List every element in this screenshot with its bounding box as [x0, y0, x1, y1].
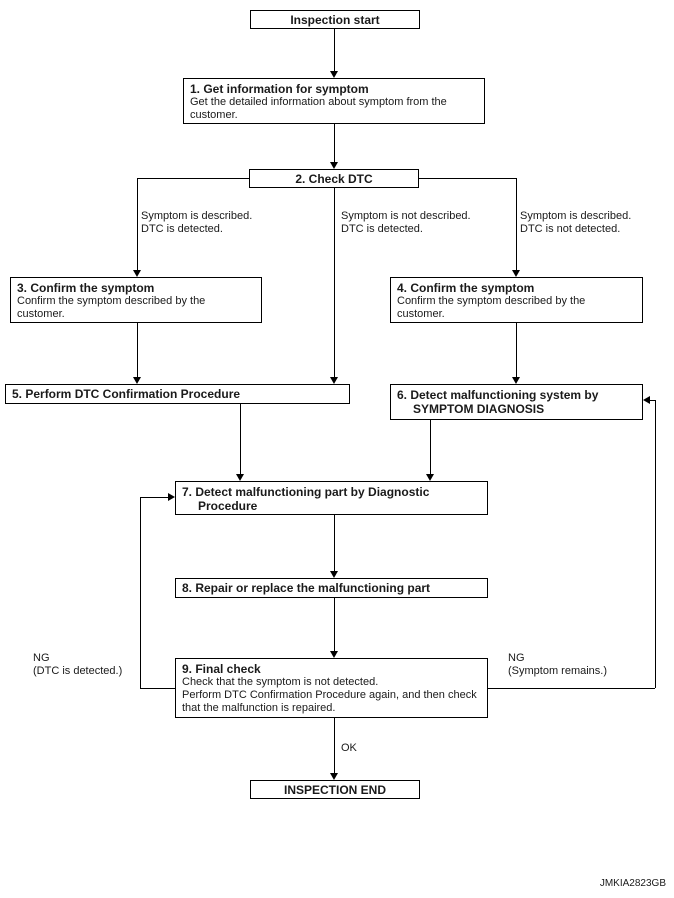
step9-body-line2: Perform DTC Confirmation Procedure again, and then check that the malfunction is repaired. [182, 689, 477, 714]
arrowhead-into-step4 [512, 270, 520, 277]
step3-body: Confirm the symptom described by the customer. [17, 295, 206, 320]
step1-title: 1. Get information for symptom [190, 82, 369, 96]
connector-step5-step7 [240, 404, 241, 474]
arrowhead-into-step3 [133, 270, 141, 277]
inspection-end-label: INSPECTION END [283, 782, 386, 797]
arrowhead-into-step7-right [426, 474, 434, 481]
arrowhead-into-step6 [512, 377, 520, 384]
connector-step2-right-horizontal [419, 178, 516, 179]
arrowhead-into-step5-left [133, 377, 141, 384]
step5-title: 5. Perform DTC Confirmation Procedure [12, 387, 241, 401]
step8-title: 8. Repair or replace the malfunctioning part [182, 581, 431, 595]
connector-ng-right-top [650, 400, 656, 401]
branch-label-middle [341, 210, 471, 236]
node-inspection-end [250, 780, 420, 799]
branch-label-left-line1: Symptom is described. [141, 210, 253, 222]
ng-left-label-line1: NG [33, 652, 50, 664]
branch-label-left [141, 210, 252, 236]
ng-right-label-line2: (Symptom remains.) [508, 665, 608, 677]
connector-ng-left-top [140, 497, 168, 498]
node-step2 [249, 169, 419, 188]
connector-ng-left-bottom [140, 688, 175, 689]
connector-step9-end [334, 718, 335, 773]
node-inspection-start [250, 10, 420, 29]
step4-body: Confirm the symptom described by the customer. [397, 295, 586, 320]
node-step6 [390, 384, 643, 420]
ok-label: OK [341, 742, 357, 754]
ng-right-label [508, 652, 607, 678]
arrowhead-into-step2 [330, 162, 338, 169]
step9-title: 9. Final check [182, 662, 261, 676]
branch-label-middle-line2: DTC is detected. [341, 223, 423, 235]
branch-label-right-line2: DTC is not detected. [520, 223, 621, 235]
connector-ng-right-bottom [488, 688, 655, 689]
arrowhead-into-step8 [330, 571, 338, 578]
connector-step2-left-horizontal [137, 178, 249, 179]
node-step9 [175, 658, 488, 718]
node-step4 [390, 277, 643, 323]
arrowhead-ng-into-step7 [168, 493, 175, 501]
connector-step4-step6 [516, 323, 517, 377]
branch-label-left-line2: DTC is detected. [141, 223, 223, 235]
step6-title: 6. Detect malfunctioning system by SYMPTOM DIAGNOSIS [397, 388, 599, 416]
arrowhead-ng-into-step6 [643, 396, 650, 404]
arrowhead-into-end [330, 773, 338, 780]
connector-step7-step8 [334, 515, 335, 571]
branch-label-middle-line1: Symptom is not described. [341, 210, 471, 222]
connector-step2-step4 [516, 178, 517, 270]
node-step8 [175, 578, 488, 598]
step2-title: 2. Check DTC [295, 171, 373, 186]
connector-step2-step3 [137, 178, 138, 270]
node-step1 [183, 78, 485, 124]
node-step3 [10, 277, 262, 323]
node-step7 [175, 481, 488, 515]
ng-right-label-line1: NG [508, 652, 525, 664]
step1-body: Get the detailed information about symptom from the customer. [190, 96, 447, 121]
step4-title: 4. Confirm the symptom [397, 281, 535, 295]
node-step5 [5, 384, 350, 404]
connector-start-step1 [334, 29, 335, 71]
connector-step2-step5 [334, 188, 335, 377]
ng-left-label-line2: (DTC is detected.) [33, 665, 123, 677]
connector-step6-step7 [430, 420, 431, 474]
connector-ng-left-vertical [140, 497, 141, 688]
ng-left-label [33, 652, 122, 678]
arrowhead-into-step9 [330, 651, 338, 658]
connector-ng-right-vertical [655, 400, 656, 688]
figure-id: JMKIA2823GB [599, 878, 666, 889]
arrowhead-into-step5-middle [330, 377, 338, 384]
branch-label-right [520, 210, 631, 236]
arrowhead-into-step1 [330, 71, 338, 78]
step9-body-line1: Check that the symptom is not detected. [182, 676, 379, 688]
step7-title: 7. Detect malfunctioning part by Diagnostic Procedure [182, 485, 430, 513]
connector-step3-step5 [137, 323, 138, 377]
arrowhead-into-step7-left [236, 474, 244, 481]
connector-step8-step9 [334, 598, 335, 651]
branch-label-right-line1: Symptom is described. [520, 210, 632, 222]
inspection-start-label: Inspection start [290, 12, 380, 27]
connector-step1-step2 [334, 124, 335, 162]
step3-title: 3. Confirm the symptom [17, 281, 155, 295]
